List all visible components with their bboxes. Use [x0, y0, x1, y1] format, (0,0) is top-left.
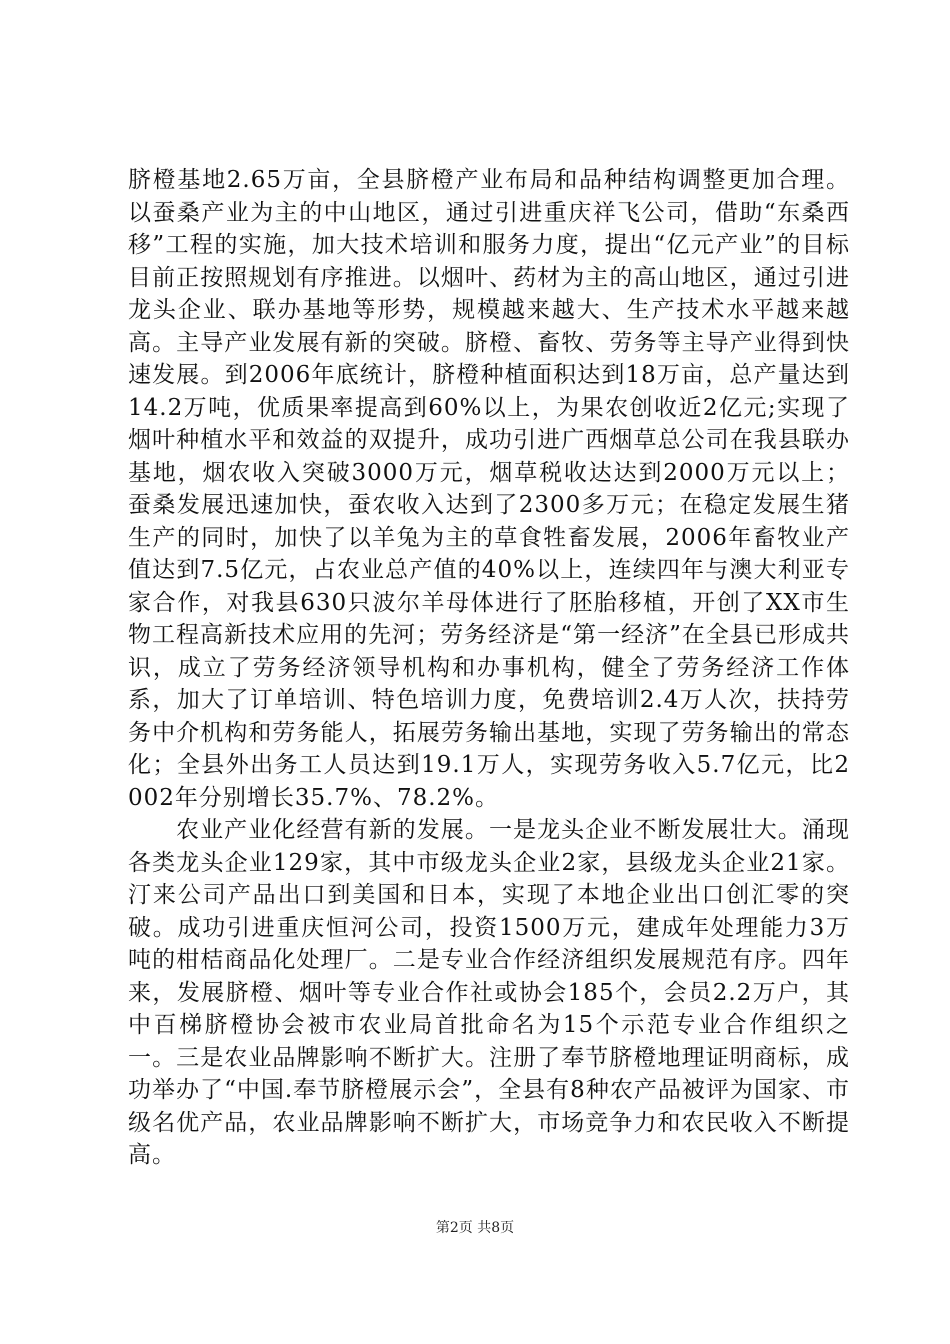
document-body: [128, 164, 850, 1172]
page-footer: 第2页 共8页: [435, 1220, 515, 1236]
paragraph-1: 脐橙基地2.65万亩，全县脐橙产业布局和品种结构调整更加合理。以蚕桑产业为主的中山地区，通过引进重庆祥飞公司，借助“东桑西移”工程的实施，加大技术培训和服务力度，提出“亿元产业”的目标目前正按照规划有序推进。以烟叶、药材为主的高山地区，通过引进龙头企业、联办基地等形势，规模越来越大、生产技术水平越来越高。主导产业发展有新的突破。脐橙、畜牧、劳务等主导产业得到快速发展。到2006年底统计，脐橙种植面积达到18万亩，总产量达到14.2万吨，优质果率提高到60%以上，为果农创收近2亿元;实现了烟叶种植水平和效益的双提升，成功引进广西烟草总公司在我县联办基地，烟农收入突破3000万元，烟草税收达达到2000万元以上；蚕桑发展迅速加快，蚕农收入达到了2300多万元；在稳定发展生猪生产的同时，加快了以羊兔为主的草食牲畜发展，2006年畜牧业产值达到7.5亿元，占农业总产值的40%以上，连续四年与澳大利亚专家合作，对我县630只波尔羊母体进行了胚胎移植，开创了XX市生物工程高新技术应用的先河；劳务经济是“第一经济”在全县已形成共识，成立了劳务经济领导机构和办事机构，健全了劳务经济工作体系，加大了订单培训、特色培训力度，免费培训2.4万人次，扶持劳务中介机构和劳务能人，拓展劳务输出基地，实现了劳务输出的常态化；全县外出务工人员达到19.1万人，实现劳务收入5.7亿元，比2002年分别增长35.7%、78.2%。: [128, 167, 850, 811]
paragraph-2: 农业产业化经营有新的发展。一是龙头企业不断发展壮大。涌现各类龙头企业129家，其中市级龙头企业2家，县级龙头企业21家。汀来公司产品出口到美国和日本，实现了本地企业出口创汇零的突破。成功引进重庆恒河公司，投资1500万元，建成年处理能力3万吨的柑桔商品化处理厂。二是专业合作经济组织发展规范有序。四年来，发展脐橙、烟叶等专业合作社或协会185个，会员2.2万户，其中百梯脐橙协会被市农业局首批命名为15个示范专业合作组织之一。三是农业品牌影响不断扩大。注册了奉节脐橙地理证明商标，成功举办了“中国.奉节脐橙展示会”，全县有8种农产品被评为国家、市级名优产品，农业品牌影响不断扩大，市场竞争力和农民收入不断提高。: [128, 817, 850, 1168]
